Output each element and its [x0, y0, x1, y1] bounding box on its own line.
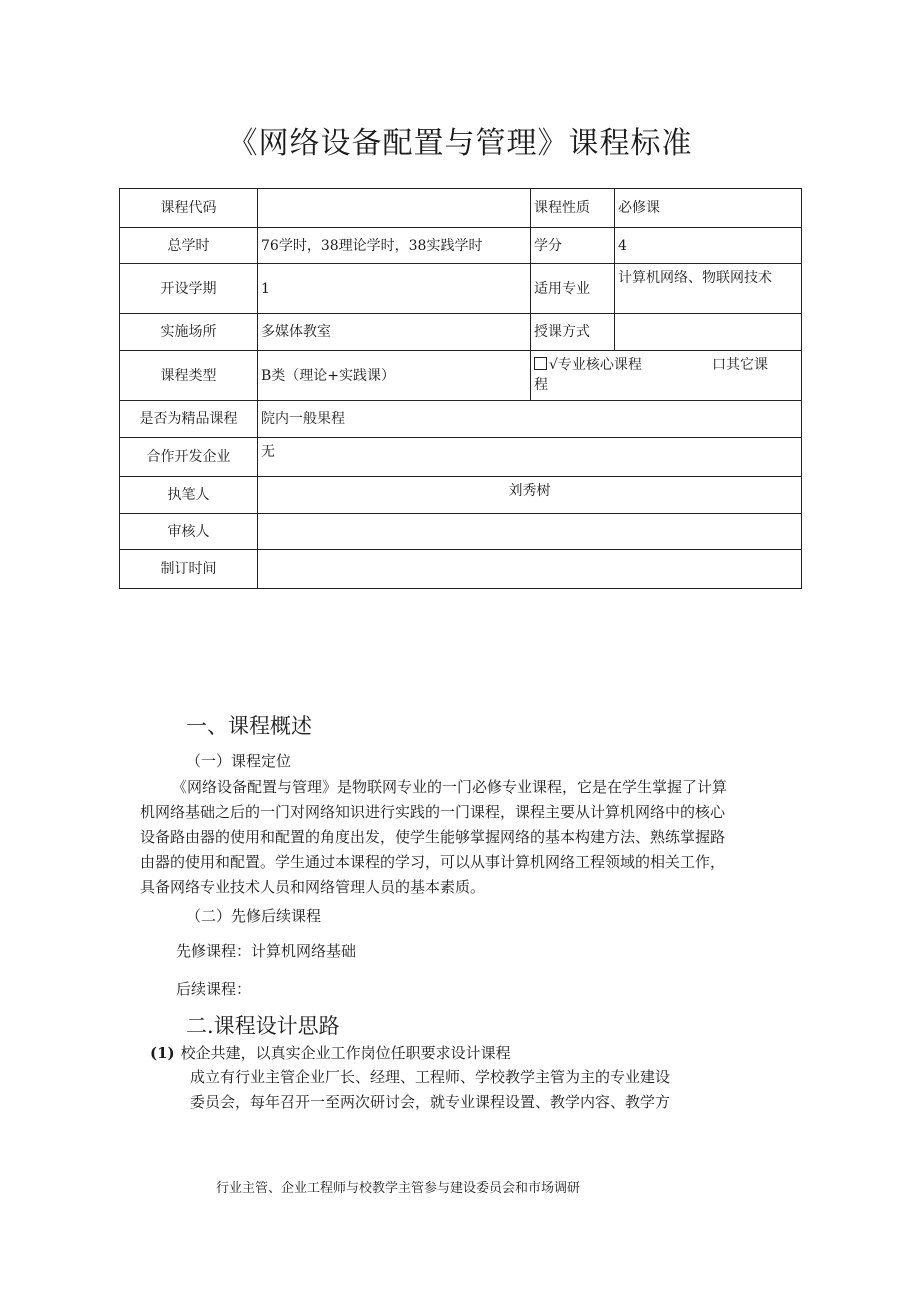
credits-label: 学分: [531, 228, 615, 264]
semester-label: 开设学期: [120, 264, 258, 314]
date-value: [258, 550, 802, 589]
type-option-core: [534, 355, 642, 375]
course-positioning-paragraph: [140, 775, 805, 900]
section1-sub1: （一）课程定位: [186, 752, 292, 770]
course-code-label: 课程代码: [120, 189, 258, 228]
hours-label: 总学时: [120, 228, 258, 264]
type-label: 课程类型: [120, 351, 258, 401]
credits-value: 4: [615, 228, 802, 264]
section2-item1: [150, 1042, 511, 1063]
table-row: [120, 550, 802, 589]
hours-value: 76学时，38理论学时，38实践学时: [258, 228, 531, 264]
date-label: 制订时间: [120, 550, 258, 589]
item1-line: 成立有行业主管企业厂长、经理、工程师、学校教学主管为主的专业建设: [190, 1068, 671, 1086]
item1-text: 校企共建，以真实企业工作岗位任职要求设计课程: [180, 1044, 511, 1062]
table-row: [120, 189, 802, 228]
table-row: [120, 228, 802, 264]
para-line: 具备网络专业技术人员和网络管理人员的基本素质。: [140, 878, 486, 896]
table-row: [120, 351, 802, 401]
method-label: 授课方式: [531, 314, 615, 351]
type-option-core-label: √专业核心课程: [549, 357, 642, 373]
type-option-other-cont: 程: [534, 377, 548, 393]
reviewer-value: [258, 514, 802, 550]
para-line: 《网络设备配置与管理》是物联网专业的一门必修专业课程，它是在学生掌握了计算: [172, 778, 728, 796]
course-code-value: [258, 189, 531, 228]
table-row: [120, 514, 802, 550]
author-value: 刘秀树: [258, 477, 802, 514]
nature-value: 必修课: [615, 189, 802, 228]
item1-body: [190, 1065, 670, 1115]
followup-line: 后续课程：: [176, 980, 252, 998]
venue-value: 多媒体教室: [258, 314, 531, 351]
method-value: [615, 314, 802, 351]
nature-label: 课程性质: [531, 189, 615, 228]
table-row: [120, 438, 802, 477]
table-row: [120, 401, 802, 438]
reviewer-label: 审核人: [120, 514, 258, 550]
section1-sub2: （二）先修后续课程: [186, 907, 322, 925]
item1-number: (1): [150, 1044, 175, 1062]
quality-value: 院内一般果程: [258, 401, 802, 438]
partner-value: 无: [258, 438, 802, 477]
para-line: 设备路由器的使用和配置的角度出发，使学生能够掌握网络的基本构建方法、熟练掌握路: [140, 828, 726, 846]
prereq-line: 先修课程：计算机网络基础: [176, 942, 357, 960]
table-row: [120, 264, 802, 314]
venue-label: 实施场所: [120, 314, 258, 351]
figure-caption: 行业主管、企业工程师与校教学主管参与建设委员会和市场调研: [216, 1181, 581, 1196]
quality-label: 是否为精品课程: [120, 401, 258, 438]
table-row: [120, 314, 802, 351]
section2-heading: 二.课程设计思路: [186, 1014, 340, 1038]
table-row: [120, 477, 802, 514]
author-label: 执笔人: [120, 477, 258, 514]
item1-line: 委员会，每年召开一至两次研讨会，就专业课程设置、教学内容、教学方: [190, 1093, 671, 1111]
section1-heading: 一、课程概述: [186, 714, 312, 738]
para-line: 机网络基础之后的一门对网络知识进行实践的一门课程，课程主要从计算机网络中的核心: [140, 803, 726, 821]
type-option-other: 口其它课: [712, 357, 768, 373]
checkbox-icon: [534, 357, 547, 370]
major-value: 计算机网络、物联网技术: [615, 264, 802, 314]
type-options: [531, 351, 802, 401]
para-line: 由器的使用和配置。学生通过本课程的学习，可以从事计算机网络工程领域的相关工作，: [140, 853, 726, 871]
major-label: 适用专业: [531, 264, 615, 314]
partner-label: 合作开发企业: [120, 438, 258, 477]
semester-value: 1: [258, 264, 531, 314]
type-value: B类（理论+实践课）: [258, 351, 531, 401]
document-title: 《网络设备配置与管理》课程标准: [227, 126, 693, 161]
course-info-table: [119, 188, 802, 589]
